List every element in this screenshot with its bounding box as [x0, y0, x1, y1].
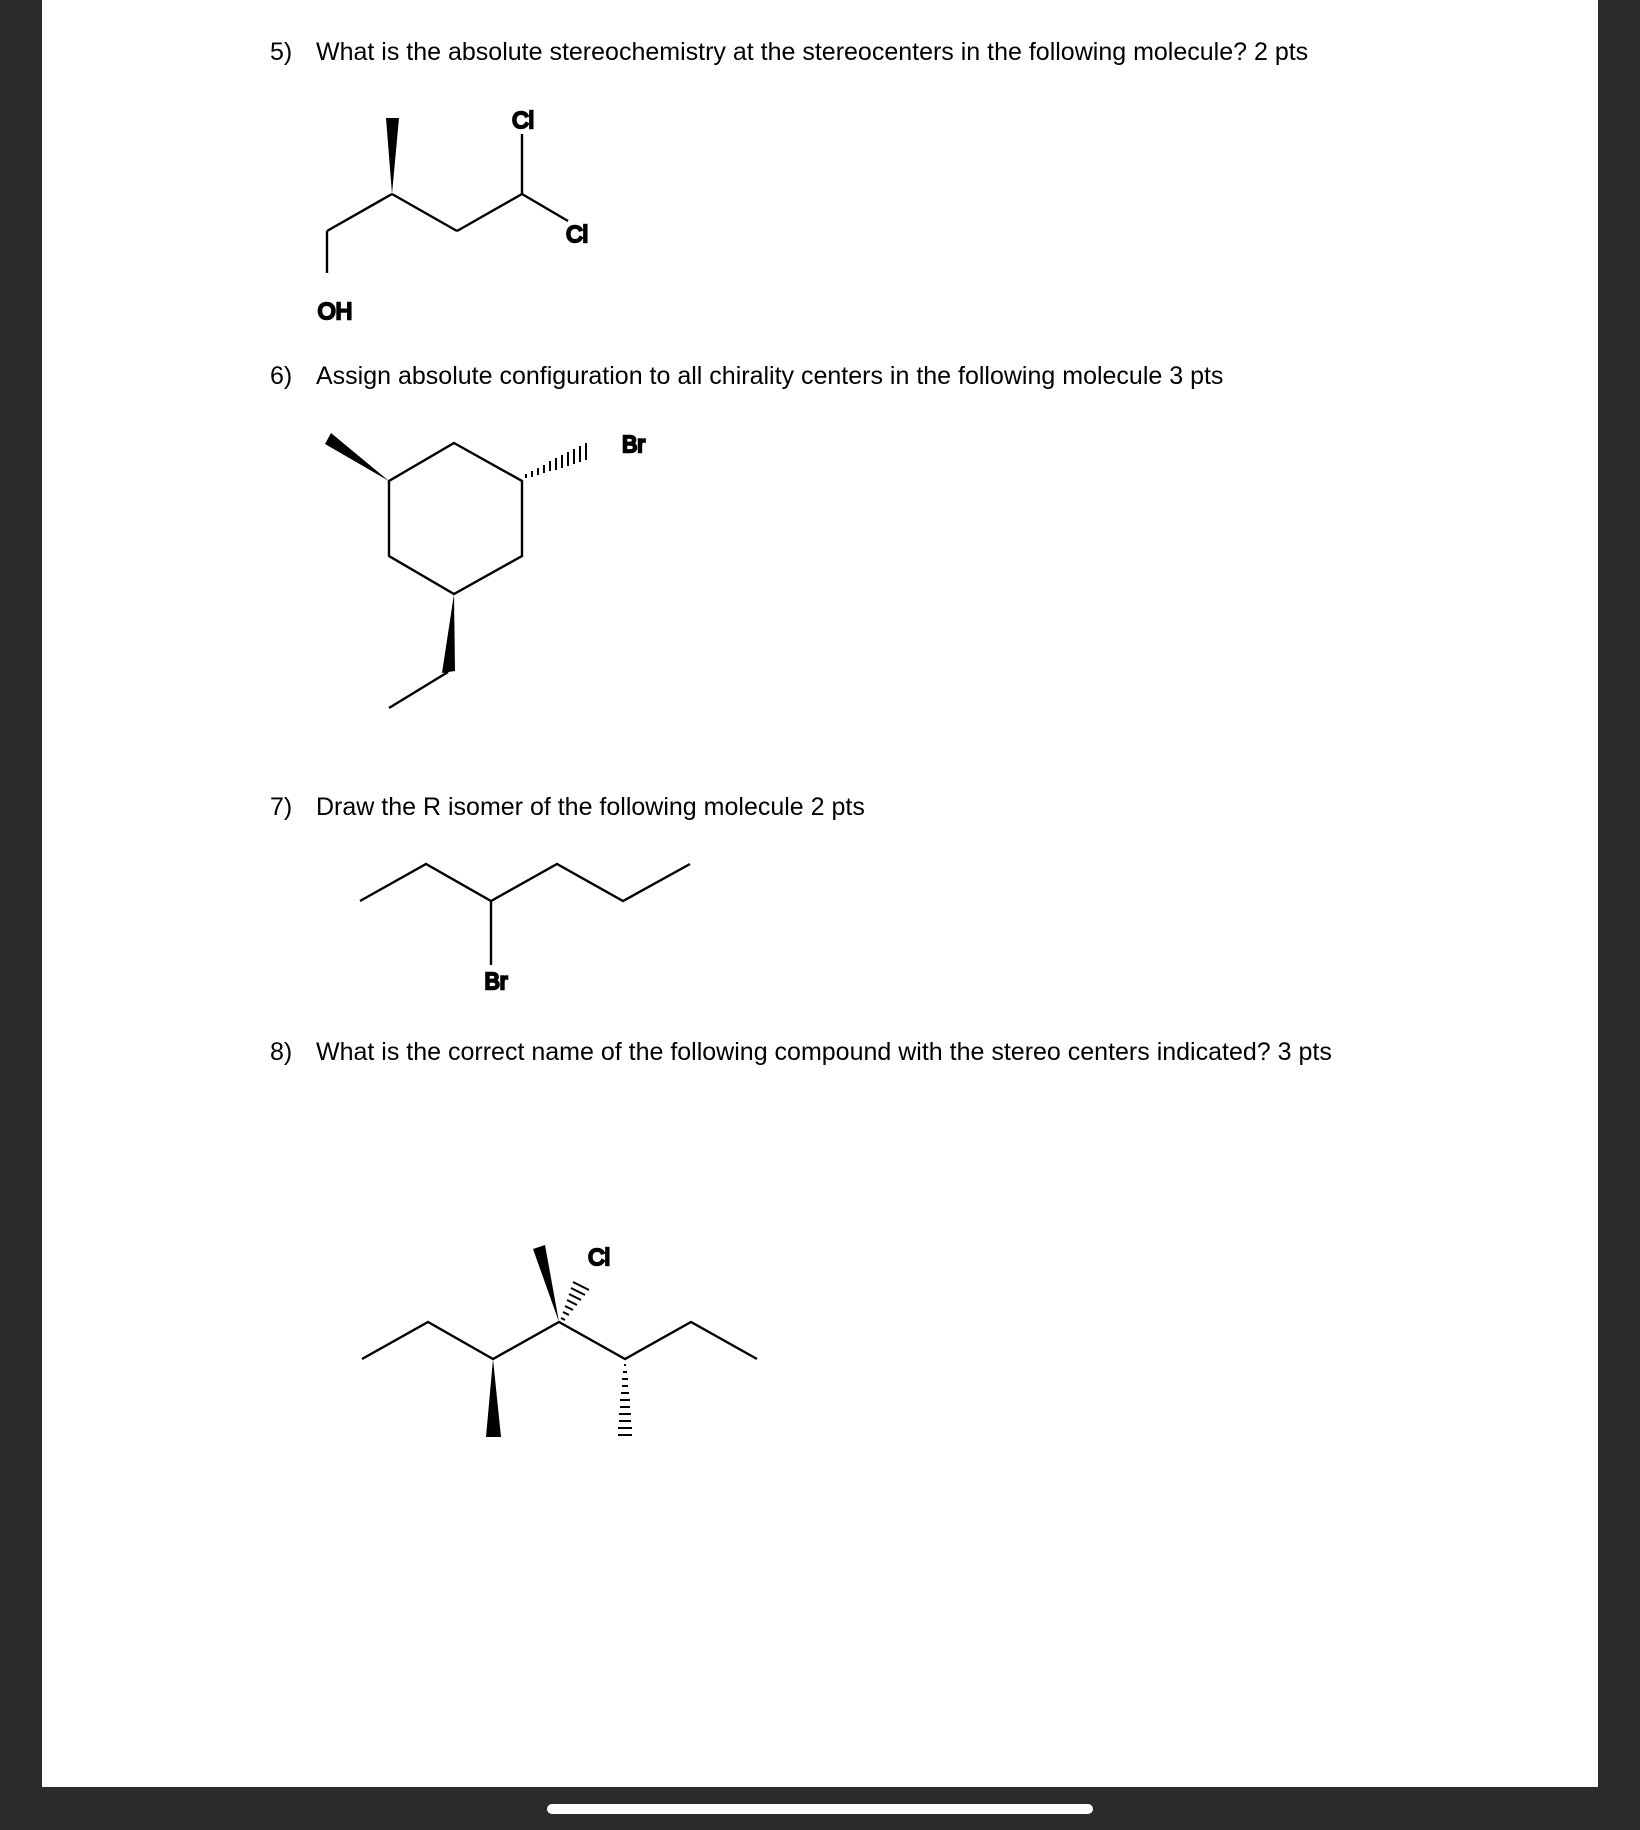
document-page [42, 0, 1598, 1787]
question-6-number: 6) [270, 362, 293, 390]
molecule-q5 [318, 107, 588, 324]
hash-bond [561, 1282, 589, 1320]
question-6-text: Assign absolute configuration to all chirality centers in the following molecule 3 pts [316, 362, 1224, 390]
q5-cl-right-label: Cl [566, 221, 588, 247]
question-8-number: 8) [270, 1038, 293, 1066]
question-7-number: 7) [270, 793, 293, 821]
question-7-text: Draw the R isomer of the following molecule 2 pts [316, 793, 865, 821]
q8-cl-label: Cl [588, 1244, 610, 1270]
question-8-text: What is the correct name of the following compound with the stereo centers indicated? 3 pts [316, 1038, 1332, 1066]
molecule-q8 [362, 1244, 757, 1437]
hash-bond [526, 443, 586, 478]
question-8 [270, 1038, 1332, 1067]
wedge-bond [533, 1245, 559, 1322]
question-6 [270, 362, 1223, 391]
question-7 [270, 793, 865, 822]
molecule-q6 [325, 431, 645, 708]
q5-cl-top-label: Cl [512, 107, 534, 133]
q5-oh-label: OH [317, 298, 353, 324]
wedge-bond [442, 594, 455, 673]
hash-bond [618, 1365, 632, 1435]
wedge-bond [325, 433, 389, 481]
question-5-text: What is the absolute stereochemistry at the stereocenters in the following molecule? 2 pts [316, 38, 1309, 66]
question-5-number: 5) [270, 38, 293, 66]
wedge-bond [486, 1359, 501, 1437]
molecule-diagrams [42, 0, 1598, 1787]
cyclohexane-ring [389, 443, 522, 594]
q6-br-label: Br [622, 431, 645, 457]
molecule-q7 [360, 864, 690, 994]
wedge-bond [386, 118, 399, 194]
home-indicator-bar[interactable] [547, 1804, 1093, 1814]
q7-br-label: Br [484, 968, 508, 994]
